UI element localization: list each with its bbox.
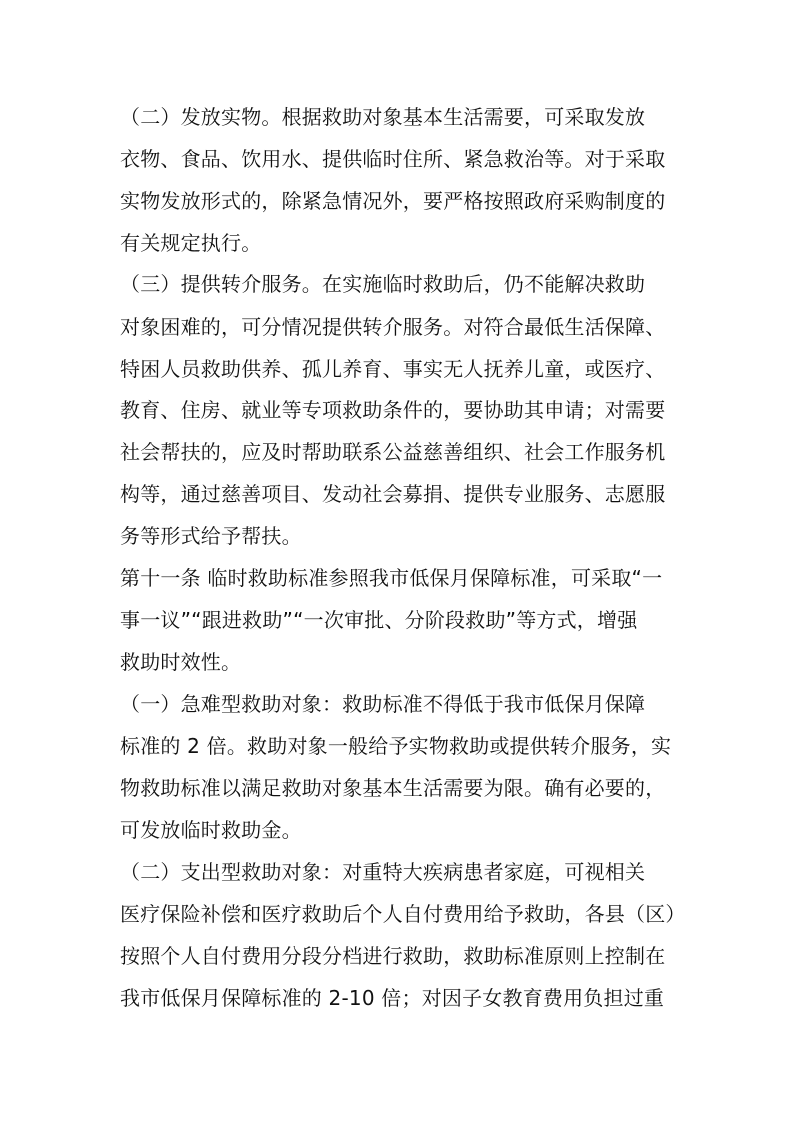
text-line: 第十一条 临时救助标准参照我市低保月保障标准，可采取“一 — [120, 566, 663, 590]
text-line: 实物发放形式的，除紧急情况外，要严格按照政府采购制度的 — [120, 189, 666, 213]
text-line: 医疗保险补偿和医疗救助后个人自付费用给予救助，各县（区） — [120, 902, 686, 926]
text-line: （二）支出型救助对象：对重特大疾病患者家庭，可视相关 — [120, 860, 646, 884]
text-line: 社会帮扶的，应及时帮助联系公益慈善组织、社会工作服务机 — [120, 440, 666, 464]
text-line: 务等形式给予帮扶。 — [120, 524, 302, 548]
text-line: 构等，通过慈善项目、发动社会募捐、提供专业服务、志愿服 — [120, 482, 666, 506]
text-line: 物救助标准以满足救助对象基本生活需要为限。确有必要的， — [120, 776, 666, 800]
text-line: 有关规定执行。 — [120, 231, 262, 255]
text-line: 教育、住房、就业等专项救助条件的，要协助其申请；对需要 — [120, 398, 666, 422]
text-line: 衣物、食品、饮用水、提供临时住所、紧急救治等。对于采取 — [120, 147, 666, 171]
text-line: 我市低保月保障标准的 2-10 倍；对因子女教育费用负担过重 — [120, 986, 665, 1010]
text-line: 对象困难的，可分情况提供转介服务。对符合最低生活保障、 — [120, 315, 666, 339]
text-line: 事一议”“跟进救助”“一次审批、分阶段救助”等方式，增强 — [120, 608, 638, 632]
text-line: 可发放临时救助金。 — [120, 818, 302, 842]
text-line: （三）提供转介服务。在实施临时救助后，仍不能解决救助 — [120, 272, 646, 296]
text-line: （一）急难型救助对象：救助标准不得低于我市低保月保障 — [120, 692, 646, 716]
text-line: （二）发放实物。根据救助对象基本生活需要，可采取发放 — [120, 105, 646, 129]
text-line: 标准的 2 倍。救助对象一般给予实物救助或提供转介服务，实 — [120, 734, 672, 758]
text-line: 按照个人自付费用分段分档进行救助，救助标准原则上控制在 — [120, 944, 666, 968]
text-line: 特困人员救助供养、孤儿养育、事实无人抚养儿童，或医疗、 — [120, 357, 666, 381]
text-line: 救助时效性。 — [120, 650, 242, 674]
